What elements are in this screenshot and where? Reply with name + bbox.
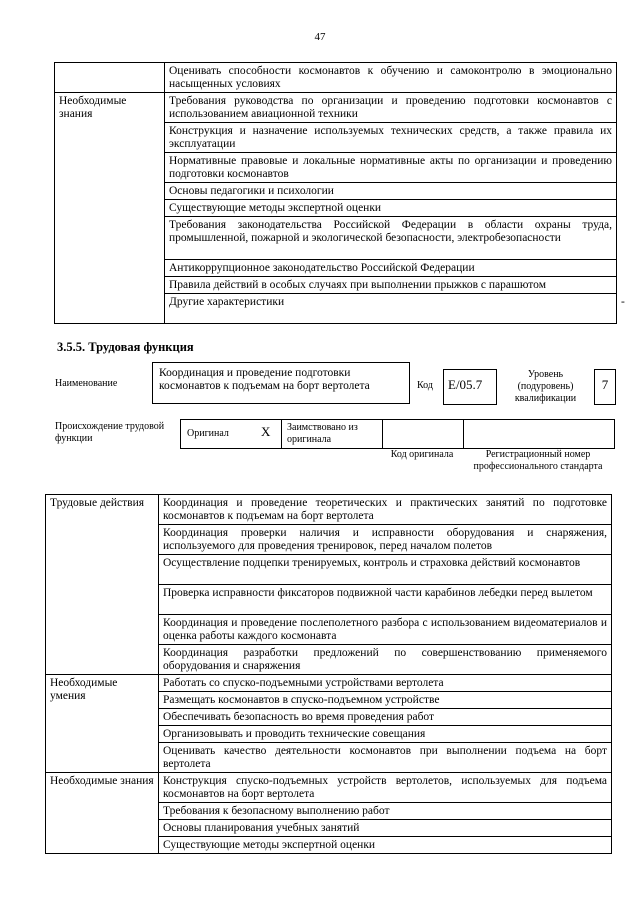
table-row <box>55 63 617 93</box>
table-row <box>46 675 612 692</box>
table-row <box>46 773 612 803</box>
row-item: Координация и проведение послеполетного разбора с использованием видеоматериалов и оценка работы каждого космонавта <box>159 615 612 645</box>
row-item: Антикоррупционное законодательство Российской Федерации <box>165 260 617 277</box>
section-title: 3.5.5. Трудовая функция <box>57 340 194 354</box>
row-item: Проверка исправности фиксаторов подвижной части карабинов лебедки перед вылетом <box>159 585 612 615</box>
row-item: Требования к безопасному выполнению работ <box>159 803 612 820</box>
origin-code-label: Код оригинала <box>390 449 454 460</box>
row-item: Нормативные правовые и локальные нормативные акты по организации и проведению подготовки космонавтов <box>165 153 617 183</box>
row-item: Координация и проведение теоретических и практических занятий по подготовке космонавтов к подъемам на борт вертолета <box>159 495 612 525</box>
original-label: Оригинал <box>187 428 229 439</box>
table-row <box>46 495 612 525</box>
row-item: Оценивать качество деятельности космонавтов при выполнении подъема на борт вертолета <box>159 743 612 773</box>
original-box <box>180 419 282 449</box>
code-value: E/05.7 <box>448 377 483 392</box>
row-item: Координация разработки предложений по совершенствованию применяемого оборудования и снаряжения <box>159 645 612 675</box>
table-row <box>55 93 617 123</box>
borrowed-label: Заимствовано из оригинала <box>287 422 358 445</box>
name-value: Координация и проведение подготовки космонавтов к подъемам на борт вертолета <box>159 367 370 392</box>
row-item: Конструкция и назначение используемых технических средств, а также правила их эксплуатации <box>165 123 617 153</box>
borrowed-box <box>281 419 383 449</box>
row-category: Необходимые умения <box>46 675 159 773</box>
row-item: Осуществление подцепки тренируемых, контроль и страховка действий космонавтов <box>159 555 612 585</box>
knowledge-table-continued <box>54 62 625 324</box>
level-value: 7 <box>601 377 609 392</box>
row-item: Размещать космонавтов в спуско-подъемном устройстве <box>159 692 612 709</box>
code-value-box <box>443 369 497 405</box>
row-item: Оценивать способности космонавтов к обучению и самоконтролю в эмоционально насыщенных условиях <box>165 63 617 93</box>
labor-function-table <box>45 494 612 854</box>
row-item: Существующие методы экспертной оценки <box>165 200 617 217</box>
row-category: Другие характеристики <box>165 294 617 324</box>
row-item: Координация проверки наличия и исправности оборудования и снаряжения, используемого для проведения тренировок, перед началом полетов <box>159 525 612 555</box>
row-item: Правила действий в особых случаях при выполнении прыжков с парашютом <box>165 277 617 294</box>
row-item: Требования руководства по организации и проведению подготовки космонавтов с использованием авиационной техники <box>165 93 617 123</box>
reg-number-box <box>463 419 615 449</box>
row-item: Конструкция спуско-подъемных устройств вертолетов, используемых для подъема космонавтов на борт вертолета <box>159 773 612 803</box>
row-item: Требования законодательства Российской Федерации в области охраны труда, промышленной, пожарной и экологической безопасности, электробезопасности <box>165 217 617 260</box>
row-item: Организовывать и проводить технические совещания <box>159 726 612 743</box>
row-item: Обеспечивать безопасность во время проведения работ <box>159 709 612 726</box>
row-item: Основы планирования учебных занятий <box>159 820 612 837</box>
row-item: Основы педагогики и психологии <box>165 183 617 200</box>
reg-number-label: Регистрационный номер профессионального стандарта <box>473 449 603 472</box>
original-mark: X <box>261 424 271 439</box>
level-label: Уровень (подуровень) квалификации <box>514 369 577 404</box>
row-category <box>55 63 165 93</box>
row-category: Необходимые знания <box>55 93 165 324</box>
row-item: Работать со спуско-подъемными устройствами вертолета <box>159 675 612 692</box>
table-row: Другие характеристики - <box>55 294 617 324</box>
origin-code-box <box>382 419 464 449</box>
row-category: Трудовые действия <box>46 495 159 675</box>
code-label: Код <box>417 380 433 391</box>
name-label: Наименование <box>55 378 118 389</box>
row-item: Существующие методы экспертной оценки <box>159 837 612 854</box>
page-number: 47 <box>314 31 326 43</box>
level-value-box <box>594 369 616 405</box>
row-category: Необходимые знания <box>46 773 159 854</box>
name-value-box <box>152 362 410 404</box>
origin-label: Происхождение трудовой функции <box>55 421 165 444</box>
